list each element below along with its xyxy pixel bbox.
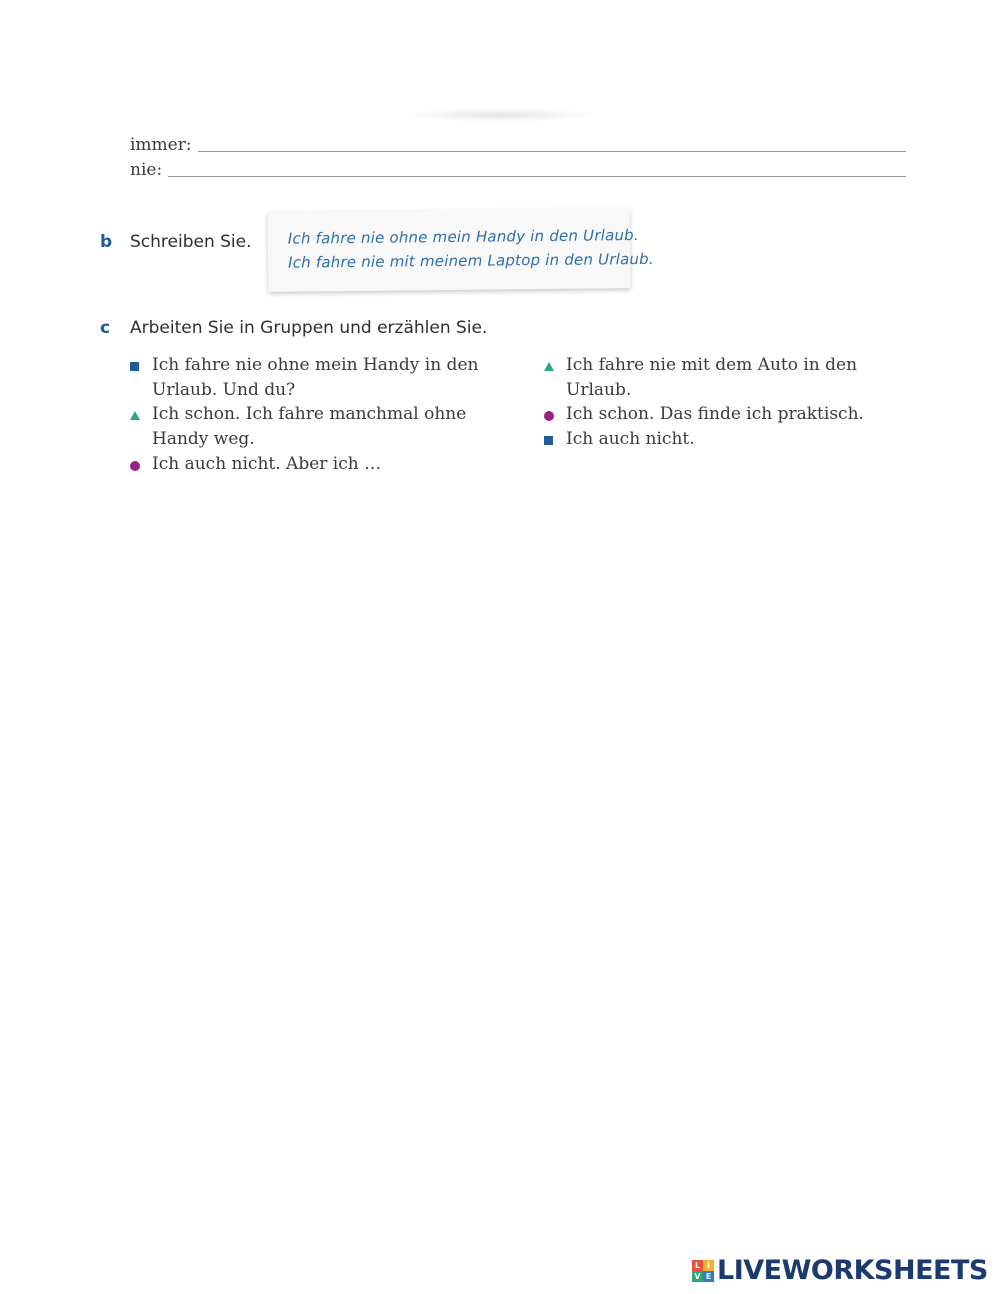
dialog-item — [544, 402, 884, 427]
circle-icon — [544, 402, 566, 427]
dialog-text: Ich auch nicht. Aber ich … — [152, 454, 382, 474]
answer-line[interactable] — [168, 175, 906, 177]
fill-in-row-immer — [130, 130, 906, 156]
dialog-text: Ich fahre nie ohne mein Handy in den Urlaub. Und du? — [152, 355, 479, 400]
logo-tile: E — [703, 1271, 714, 1282]
logo-tile: V — [692, 1271, 703, 1282]
logo-tile: I — [703, 1260, 714, 1271]
liveworksheets-logo — [692, 1255, 988, 1286]
triangle-icon — [544, 353, 566, 378]
dialog-text: Ich schon. Ich fahre manchmal ohne Handy weg. — [152, 404, 467, 449]
circle-icon — [130, 452, 152, 477]
example-line: Ich fahre nie mit meinem Laptop in den Urlaub. — [288, 249, 654, 272]
dialog-text: Ich schon. Das finde ich praktisch. — [566, 404, 864, 424]
dialog-item — [130, 402, 490, 452]
dialog-text: Ich fahre nie mit dem Auto in den Urlaub. — [566, 355, 858, 400]
example-note-card — [268, 208, 654, 292]
task-letter-b: b — [100, 232, 113, 252]
task-letter-c: c — [100, 318, 111, 338]
task-c-instruction: Arbeiten Sie in Gruppen und erzählen Sie. — [130, 318, 488, 338]
dialog-item — [130, 353, 490, 403]
square-icon — [544, 427, 566, 452]
logo-grid-icon — [692, 1260, 714, 1282]
fill-in-row-nie — [130, 155, 906, 181]
dialog-item — [544, 353, 874, 403]
logo-text: LIVEWORKSHEETS — [717, 1255, 988, 1286]
dialog-text: Ich auch nicht. — [566, 429, 695, 449]
task-b-instruction: Schreiben Sie. — [130, 232, 252, 252]
example-line: Ich fahre nie ohne mein Handy in den Urlaub. — [287, 226, 639, 248]
answer-line[interactable] — [198, 150, 906, 152]
fill-in-label: nie: — [130, 160, 163, 180]
dialog-item — [130, 452, 490, 477]
top-shadow — [400, 108, 600, 122]
square-icon — [130, 353, 152, 378]
triangle-icon — [130, 402, 152, 427]
fill-in-label: immer: — [130, 135, 192, 155]
logo-tile: L — [692, 1260, 703, 1271]
dialog-item — [544, 427, 874, 452]
